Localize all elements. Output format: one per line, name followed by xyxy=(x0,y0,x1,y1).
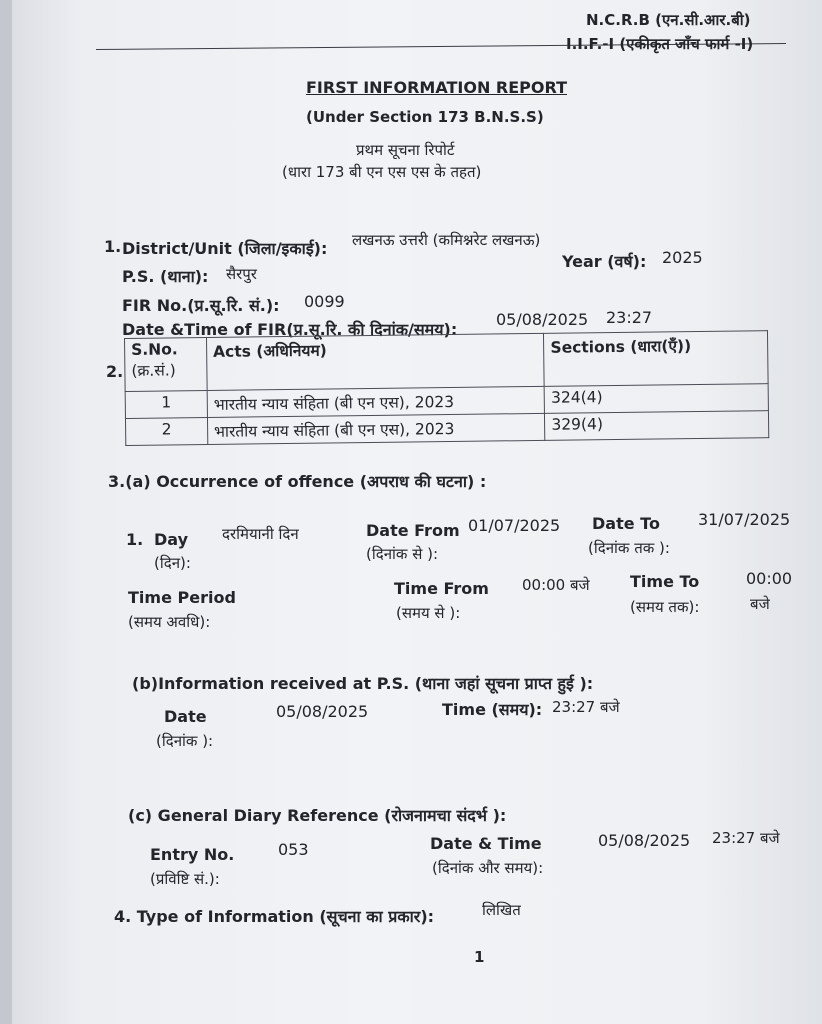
date-from-value: 01/07/2025 xyxy=(468,516,561,535)
report-title-hindi: प्रथम सूचना रिपोर्ट xyxy=(356,141,455,159)
row-sno: 2 xyxy=(125,417,207,445)
time-to-suffix: बजे xyxy=(750,595,770,613)
fir-date-value: 05/08/2025 xyxy=(496,310,589,329)
received-date-value: 05/08/2025 xyxy=(276,702,369,721)
entry-no-label: Entry No. xyxy=(150,845,235,864)
fir-no-label: FIR No.(प्र.सू.रि. सं.): xyxy=(122,296,280,315)
date-to-label-hindi: (दिनांक तक ): xyxy=(588,539,670,557)
year-value: 2025 xyxy=(662,248,703,267)
report-subtitle-hindi: (धारा 173 बी एन एस एस के तहत) xyxy=(282,163,482,181)
page-edge-shadow xyxy=(0,0,12,1024)
row-section: 329(4) xyxy=(545,411,769,441)
ps-value: सैरपुर xyxy=(226,265,257,283)
time-to-label-hindi: (समय तक): xyxy=(630,598,700,616)
date-to-value: 31/07/2025 xyxy=(698,510,791,529)
entry-no-label-hindi: (प्रविष्टि सं.): xyxy=(150,870,220,888)
district-value: लखनऊ उत्तरी (कमिश्नरेट लखनऊ) xyxy=(352,231,541,249)
date-to-label: Date To xyxy=(592,514,660,533)
table-header-row xyxy=(125,331,769,392)
received-date-label-hindi: (दिनांक ): xyxy=(156,732,214,750)
acts-header: Acts (अधिनियम) xyxy=(206,333,544,390)
occurrence-heading: 3.(a) Occurrence of offence (अपराध की घटना) : xyxy=(108,472,487,491)
time-period-label-hindi: (समय अवधि): xyxy=(128,613,211,631)
row-act: भारतीय न्याय संहिता (बी एन एस), 2023 xyxy=(207,413,545,444)
time-period-label: Time Period xyxy=(128,588,236,607)
sections-header: Sections (धारा(एँ)) xyxy=(544,331,768,387)
entry-no-value: 053 xyxy=(278,840,309,859)
info-received-heading: (b)Information received at P.S. (थाना जहां सूचना प्राप्त हुई ): xyxy=(132,674,594,693)
gd-datetime-label-hindi: (दिनांक और समय): xyxy=(432,859,544,877)
sno-header xyxy=(125,337,208,391)
gd-date-value: 05/08/2025 xyxy=(598,831,691,850)
date-from-label-hindi: (दिनांक से ): xyxy=(366,545,439,563)
date-from-label: Date From xyxy=(366,521,460,540)
received-time-label: Time (समय): xyxy=(442,700,543,719)
row-sno: 1 xyxy=(125,390,207,418)
fir-no-value: 0099 xyxy=(304,292,345,311)
item-2-number: 2. xyxy=(106,362,124,381)
day-label-hindi: (दिन): xyxy=(154,554,191,572)
type-of-information-value: लिखित xyxy=(482,901,521,919)
year-label: Year (वर्ष): xyxy=(562,252,647,271)
ncrb-header: N.C.R.B (एन.सी.आर.बी) xyxy=(586,11,751,29)
row-section: 324(4) xyxy=(544,384,768,414)
type-of-information-label: 4. Type of Information (सूचना का प्रकार): xyxy=(114,907,435,926)
report-title: FIRST INFORMATION REPORT xyxy=(306,78,567,97)
gd-time-value: 23:27 बजे xyxy=(712,829,780,847)
item-1-number: 1. xyxy=(104,237,122,256)
iif-header: I.I.F.-I (एकीकृत जाँच फार्म -I) xyxy=(566,35,754,53)
general-diary-heading: (c) General Diary Reference (रोजनामचा संदर्भ ): xyxy=(128,806,507,825)
time-to-value: 00:00 xyxy=(746,569,793,588)
day-number: 1. xyxy=(126,530,144,549)
time-from-value: 00:00 बजे xyxy=(522,576,590,594)
ps-label: P.S. (थाना): xyxy=(122,267,209,286)
page-number: 1 xyxy=(474,948,485,966)
day-value: दरमियानी दिन xyxy=(222,525,299,543)
time-from-label-hindi: (समय से ): xyxy=(396,604,461,622)
row-act: भारतीय न्याय संहिता (बी एन एस), 2023 xyxy=(207,386,545,417)
day-label: Day xyxy=(154,530,189,549)
gd-datetime-label: Date & Time xyxy=(430,834,542,853)
acts-sections-table xyxy=(124,330,769,446)
received-date-label: Date xyxy=(164,707,207,726)
sno-header-label-hindi: (क्र.सं.) xyxy=(131,361,176,380)
district-label: District/Unit (जिला/इकाई): xyxy=(122,239,328,258)
time-to-label: Time To xyxy=(630,572,700,591)
fir-datetime-label: Date &Time of FIR(प्र.सू.रि. की दिनांक/समय): xyxy=(122,320,458,339)
report-subtitle: (Under Section 173 B.N.S.S) xyxy=(306,108,544,126)
received-time-value: 23:27 बजे xyxy=(552,698,620,716)
sno-header-label: S.No. xyxy=(131,340,178,359)
time-from-label: Time From xyxy=(394,579,489,598)
fir-time-value: 23:27 xyxy=(606,308,653,327)
